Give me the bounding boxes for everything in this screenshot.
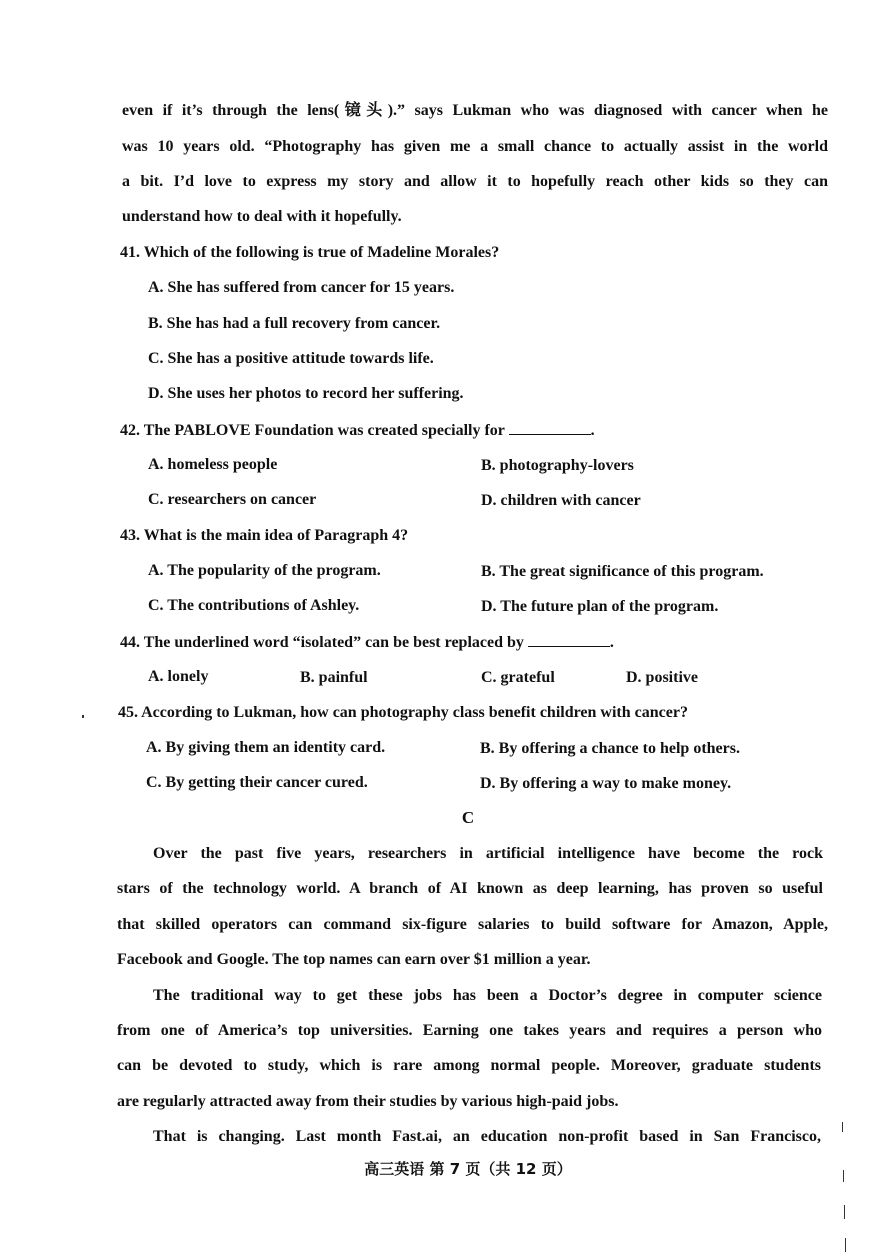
question-44-stem [120, 632, 614, 653]
paragraph-line: are regularly attracted away from their studies by various high-paid jobs. [117, 1093, 619, 1110]
question-45-stem: 45. According to Lukman, how can photography class benefit children with cancer? [118, 704, 688, 721]
paragraph-line: that skilled operators can command six-figure salaries to build software for Amazon, Apple, [117, 916, 828, 933]
paragraph-line: Facebook and Google. The top names can earn over $1 million a year. [117, 951, 591, 968]
intro-line: a bit. I’d love to express my story and allow it to hopefully reach other kids so they can [122, 173, 828, 190]
question-43-option-d: D. The future plan of the program. [481, 598, 719, 615]
paragraph-line: from one of America’s top universities. Earning one takes years and requires a person who [117, 1022, 822, 1039]
scan-speck [844, 1205, 845, 1219]
question-42-option-a: A. homeless people [148, 456, 278, 473]
question-41-option-d: D. She uses her photos to record her suffering. [148, 385, 464, 402]
question-42-option-d: D. children with cancer [481, 492, 641, 509]
question-45-option-d: D. By offering a way to make money. [480, 775, 732, 792]
question-45-option-a: A. By giving them an identity card. [146, 739, 386, 756]
answer-blank [509, 420, 591, 435]
question-43-option-a: A. The popularity of the program. [148, 562, 381, 579]
paragraph-line: can be devoted to study, which is rare among normal people. Moreover, graduate students [117, 1057, 821, 1074]
scan-speck [843, 1170, 844, 1182]
question-42-option-b: B. photography-lovers [481, 457, 634, 474]
scan-speck [845, 1238, 846, 1252]
question-41-option-c: C. She has a positive attitude towards life. [148, 350, 434, 367]
paragraph-line: That is changing. Last month Fast.ai, an education non-profit based in San Francisco, [153, 1128, 821, 1145]
question-41-option-a: A. She has suffered from cancer for 15 years. [148, 279, 455, 296]
question-41-option-b: B. She has had a full recovery from cancer. [148, 315, 441, 332]
question-41-stem: 41. Which of the following is true of Madeline Morales? [120, 244, 500, 261]
question-42-option-c: C. researchers on cancer [148, 491, 317, 508]
question-44-option-c: C. grateful [481, 669, 555, 686]
question-44-option-d: D. positive [626, 669, 698, 686]
scan-speck [842, 1122, 843, 1132]
question-44-option-b: B. painful [300, 669, 368, 686]
intro-line: was 10 years old. “Photography has given me a small chance to actually assist in the world [122, 138, 828, 155]
answer-blank [528, 632, 610, 647]
intro-line: even if it’s through the lens(镜头).” says Lukman who was diagnosed with cancer when he [122, 102, 828, 119]
paragraph-line: Over the past five years, researchers in artificial intelligence have become the rock [153, 845, 823, 862]
intro-line: understand how to deal with it hopefully. [122, 208, 402, 225]
question-42-stem-text: 42. The PABLOVE Foundation was created specially for [120, 422, 505, 439]
question-42-stem [120, 420, 595, 441]
question-44-stem-text: 44. The underlined word “isolated” can be best replaced by [120, 634, 524, 651]
scan-speck [82, 715, 84, 718]
question-45-option-c: C. By getting their cancer cured. [146, 774, 368, 791]
question-43-stem: 43. What is the main idea of Paragraph 4? [120, 527, 409, 544]
page-footer: 高三英语 第 7 页（共 12 页） [364, 1160, 572, 1178]
question-43-option-c: C. The contributions of Ashley. [148, 597, 360, 614]
question-45-option-b: B. By offering a chance to help others. [480, 740, 740, 757]
question-44-option-a: A. lonely [148, 668, 209, 685]
question-42-stem-end: . [590, 422, 595, 439]
paragraph-line: stars of the technology world. A branch of AI known as deep learning, has proven so useful [117, 880, 823, 897]
section-heading: C [461, 808, 475, 827]
question-43-option-b: B. The great significance of this program. [481, 563, 764, 580]
question-44-stem-end: . [609, 634, 614, 651]
paragraph-line: The traditional way to get these jobs has been a Doctor’s degree in computer science [153, 987, 822, 1004]
